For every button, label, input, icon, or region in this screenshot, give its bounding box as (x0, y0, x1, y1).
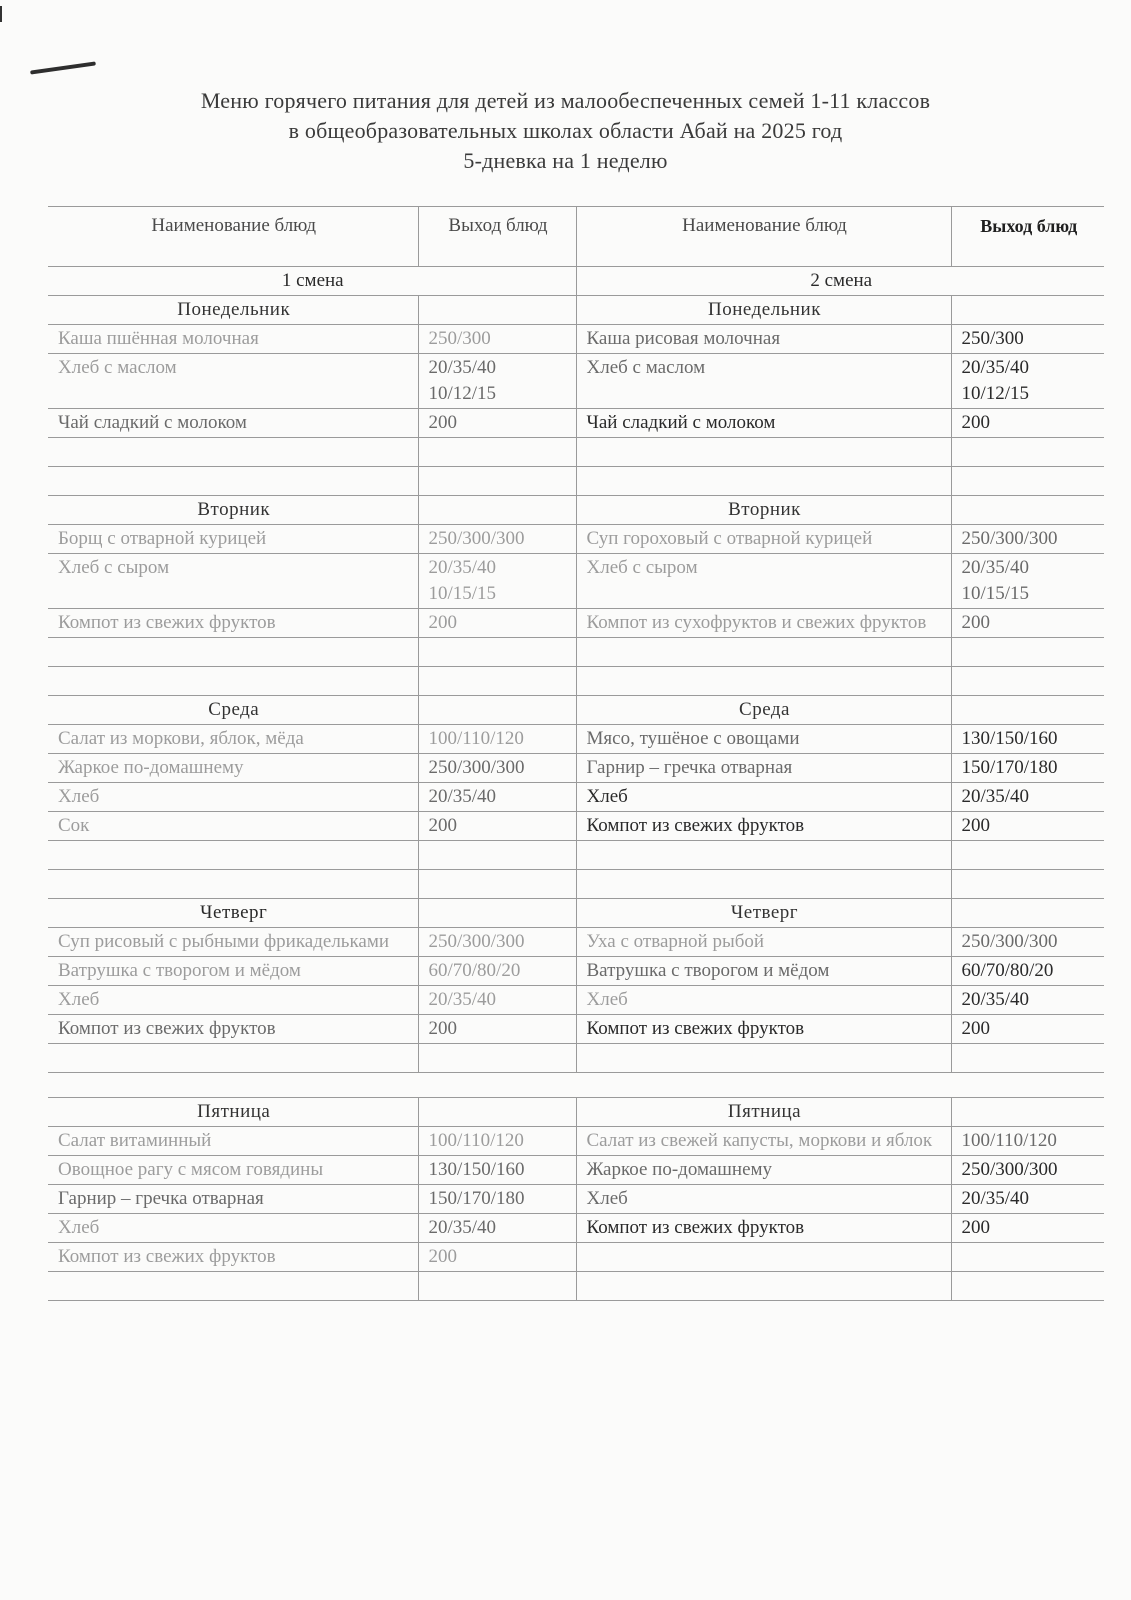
dish-name-1: Борщ с отварной курицей (48, 525, 418, 554)
dish-name-1: Ватрушка с творогом и мёдом (48, 957, 418, 986)
dish-name-1: Хлеб (48, 1214, 418, 1243)
dish-yield-1: 100/110/120 (418, 1127, 576, 1156)
dish-yield-2: 250/300/300 (951, 525, 1104, 554)
day-label-shift-1: Пятница (48, 1098, 418, 1127)
yield-line: 20/35/40 (961, 557, 1030, 578)
dish-name-2: Компот из свежих фруктов (576, 812, 951, 841)
yield-line: 10/12/15 (428, 383, 497, 404)
table-row (48, 812, 1104, 841)
dish-name-1: Чай сладкий с молоком (48, 409, 418, 438)
table-row (48, 409, 1104, 438)
dish-yield-1: 200 (418, 609, 576, 638)
day-row-tuesday (48, 496, 1104, 525)
table-header-row (48, 207, 1104, 267)
title-line-2: в общеобразовательных школах области Абай на 2025 год (288, 118, 843, 143)
table-row (48, 957, 1104, 986)
dish-yield-2: 200 (951, 812, 1104, 841)
dish-name-2: Каша рисовая молочная (576, 325, 951, 354)
empty-row (48, 841, 1104, 870)
column-header-yield-1: Выход блюд (418, 207, 576, 267)
dish-yield-2 (951, 354, 1104, 409)
dish-name-1: Хлеб (48, 783, 418, 812)
day-label-shift-2: Вторник (576, 496, 951, 525)
table-row (48, 554, 1104, 609)
dish-name-2: Компот из свежих фруктов (576, 1015, 951, 1044)
shift-row (48, 267, 1104, 296)
title-line-1: Меню горячего питания для детей из малообеспеченных семей 1-11 классов (200, 88, 931, 113)
dish-yield-2: 100/110/120 (951, 1127, 1104, 1156)
dish-name-1: Хлеб с маслом (48, 354, 418, 409)
document-title-block (0, 86, 1131, 176)
empty-cell (951, 496, 1104, 525)
dish-name-2: Ватрушка с творогом и мёдом (576, 957, 951, 986)
table-row (48, 609, 1104, 638)
empty-row (48, 467, 1104, 496)
dish-name-1: Каша пшённая молочная (48, 325, 418, 354)
dish-yield-2: 200 (951, 1015, 1104, 1044)
dish-name-1: Салат из моркови, яблок, мёда (48, 725, 418, 754)
shift-2-label: 2 смена (576, 267, 1104, 296)
day-label-shift-2: Пятница (576, 1098, 951, 1127)
title-line-3: 5-дневка на 1 неделю (463, 148, 668, 173)
day-row-thursday (48, 899, 1104, 928)
dish-name-2: Хлеб (576, 783, 951, 812)
dish-name-2: Мясо, тушёное с овощами (576, 725, 951, 754)
scan-edge-mark (0, 6, 2, 22)
dish-name-2: Гарнир – гречка отварная (576, 754, 951, 783)
dish-yield-2: 150/170/180 (951, 754, 1104, 783)
dish-yield-2: 20/35/40 (951, 986, 1104, 1015)
dish-yield-1: 200 (418, 1243, 576, 1272)
day-label-shift-1: Понедельник (48, 296, 418, 325)
column-header-dish-name-2: Наименование блюд (576, 207, 951, 267)
dish-name-1: Хлеб с сыром (48, 554, 418, 609)
dish-yield-1 (418, 354, 576, 409)
column-header-dish-name-1: Наименование блюд (48, 207, 418, 267)
empty-row (48, 1272, 1104, 1301)
table-row (48, 1214, 1104, 1243)
pen-stroke-mark (30, 61, 96, 74)
dish-yield-1: 250/300/300 (418, 525, 576, 554)
dish-yield-1: 250/300/300 (418, 754, 576, 783)
empty-row (48, 1044, 1104, 1073)
empty-row (48, 438, 1104, 467)
table-row (48, 986, 1104, 1015)
dish-yield-2: 20/35/40 (951, 783, 1104, 812)
day-label-shift-1: Среда (48, 696, 418, 725)
dish-yield-2 (951, 1243, 1104, 1272)
day-row-wednesday (48, 696, 1104, 725)
empty-cell (418, 296, 576, 325)
day-label-shift-2: Четверг (576, 899, 951, 928)
dish-yield-1: 20/35/40 (418, 1214, 576, 1243)
table-row (48, 725, 1104, 754)
day-label-shift-1: Вторник (48, 496, 418, 525)
dish-yield-1: 100/110/120 (418, 725, 576, 754)
dish-name-1: Сок (48, 812, 418, 841)
shift-1-label: 1 смена (48, 267, 576, 296)
menu-table (48, 206, 1104, 1301)
dish-yield-1: 130/150/160 (418, 1156, 576, 1185)
empty-row (48, 870, 1104, 899)
table-row (48, 1015, 1104, 1044)
empty-cell (951, 696, 1104, 725)
day-row-friday (48, 1098, 1104, 1127)
empty-cell (418, 1098, 576, 1127)
dish-name-2: Хлеб (576, 1185, 951, 1214)
day-row-monday (48, 296, 1104, 325)
day-label-shift-2: Понедельник (576, 296, 951, 325)
dish-yield-1: 60/70/80/20 (418, 957, 576, 986)
spacer-row (48, 1073, 1104, 1098)
table-row (48, 783, 1104, 812)
day-label-shift-1: Четверг (48, 899, 418, 928)
dish-name-1: Хлеб (48, 986, 418, 1015)
empty-cell (418, 899, 576, 928)
table-row (48, 354, 1104, 409)
dish-name-2: Салат из свежей капусты, моркови и яблок (576, 1127, 951, 1156)
yield-line: 10/12/15 (961, 383, 1030, 404)
dish-yield-1: 20/35/40 (418, 783, 576, 812)
table-row (48, 525, 1104, 554)
dish-name-2: Суп гороховый с отварной курицей (576, 525, 951, 554)
empty-row (48, 638, 1104, 667)
dish-name-2: Уха с отварной рыбой (576, 928, 951, 957)
dish-yield-1: 150/170/180 (418, 1185, 576, 1214)
dish-name-1: Овощное рагу с мясом говядины (48, 1156, 418, 1185)
dish-yield-2: 200 (951, 1214, 1104, 1243)
dish-yield-2: 20/35/40 (951, 1185, 1104, 1214)
dish-yield-1: 20/35/40 (418, 986, 576, 1015)
dish-name-1: Компот из свежих фруктов (48, 1243, 418, 1272)
dish-name-2: Жаркое по-домашнему (576, 1156, 951, 1185)
dish-name-2: Хлеб с маслом (576, 354, 951, 409)
table-row (48, 754, 1104, 783)
dish-name-2: Хлеб с сыром (576, 554, 951, 609)
yield-line: 10/15/15 (428, 583, 497, 604)
dish-name-2: Чай сладкий с молоком (576, 409, 951, 438)
table-row (48, 1243, 1104, 1272)
table-row (48, 1127, 1104, 1156)
day-label-shift-2: Среда (576, 696, 951, 725)
dish-yield-2: 200 (951, 409, 1104, 438)
dish-yield-2: 250/300/300 (951, 1156, 1104, 1185)
dish-yield-2: 250/300 (951, 325, 1104, 354)
empty-cell (418, 696, 576, 725)
dish-name-2: Компот из сухофруктов и свежих фруктов (576, 609, 951, 638)
table-row (48, 928, 1104, 957)
table-row (48, 1156, 1104, 1185)
dish-yield-2 (951, 554, 1104, 609)
empty-cell (951, 899, 1104, 928)
dish-yield-1: 250/300/300 (418, 928, 576, 957)
dish-name-1: Жаркое по-домашнему (48, 754, 418, 783)
dish-name-1: Гарнир – гречка отварная (48, 1185, 418, 1214)
dish-yield-1: 200 (418, 409, 576, 438)
dish-name-2 (576, 1243, 951, 1272)
empty-cell (418, 496, 576, 525)
table-row (48, 1185, 1104, 1214)
yield-line: 20/35/40 (428, 557, 497, 578)
yield-line: 10/15/15 (961, 583, 1030, 604)
dish-yield-2: 60/70/80/20 (951, 957, 1104, 986)
empty-cell (951, 1098, 1104, 1127)
dish-yield-1 (418, 554, 576, 609)
empty-row (48, 667, 1104, 696)
dish-yield-2: 130/150/160 (951, 725, 1104, 754)
dish-yield-2: 200 (951, 609, 1104, 638)
column-header-yield-2: Выход блюд (951, 207, 1104, 267)
yield-line: 20/35/40 (961, 357, 1030, 378)
dish-name-1: Салат витаминный (48, 1127, 418, 1156)
dish-yield-1: 200 (418, 812, 576, 841)
dish-yield-1: 200 (418, 1015, 576, 1044)
dish-name-2: Хлеб (576, 986, 951, 1015)
empty-cell (951, 296, 1104, 325)
dish-yield-1: 250/300 (418, 325, 576, 354)
dish-name-2: Компот из свежих фруктов (576, 1214, 951, 1243)
dish-yield-2: 250/300/300 (951, 928, 1104, 957)
yield-line: 20/35/40 (428, 357, 497, 378)
dish-name-1: Суп рисовый с рыбными фрикадельками (48, 928, 418, 957)
dish-name-1: Компот из свежих фруктов (48, 1015, 418, 1044)
dish-name-1: Компот из свежих фруктов (48, 609, 418, 638)
table-row (48, 325, 1104, 354)
